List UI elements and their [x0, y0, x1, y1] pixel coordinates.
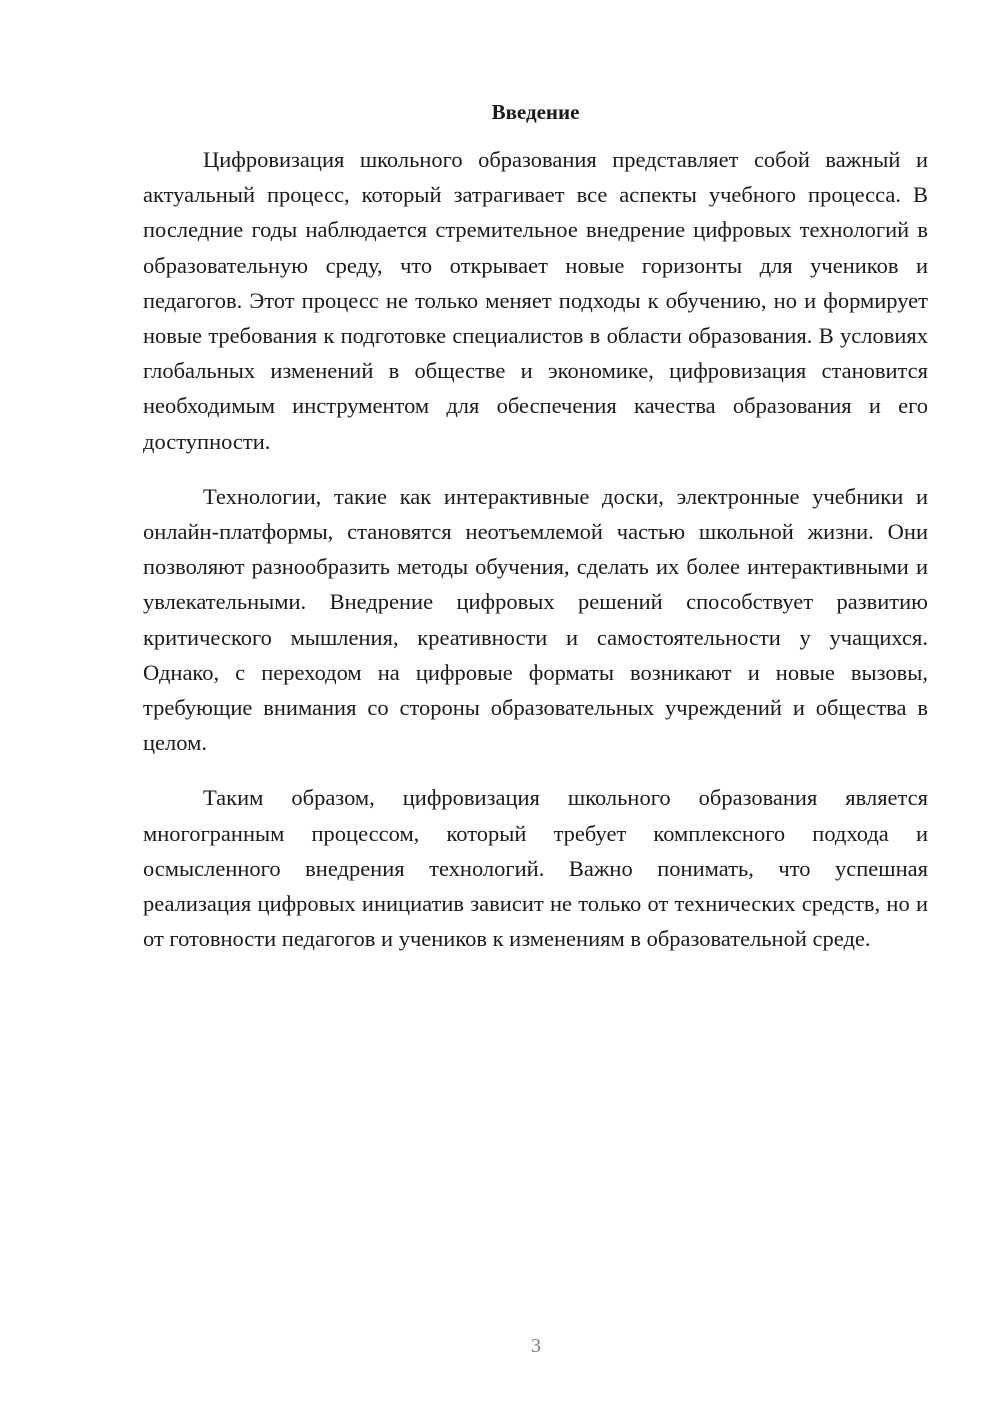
- page-number: 3: [531, 1335, 541, 1357]
- paragraph-2: Технологии, такие как интерактивные доски, электронные учебники и онлайн-платформы, становятся неотъемлемой частью школьной жизни. Они позволяют разнообразить методы обучения, сделать их более интерактивными и увлекательными. Внедрение цифровых решений способствует развитию критического мышления, креативности и самостоятельности у учащихся. Однако, с переходом на цифровые форматы возникают и новые вызовы, требующие внимания со стороны образовательных учреждений и общества в целом.: [143, 483, 928, 756]
- document-body: [143, 142, 928, 956]
- section-title: Введение: [491, 100, 580, 124]
- paragraph-3: Таким образом, цифровизация школьного образования является многогранным процессом, который требует комплексного подхода и осмысленного внедрения технологий. Важно понимать, что успешная реализация цифровых инициатив зависит не только от технических средств, но и от готовности педагогов и учеников к изменениям в образовательной среде.: [143, 785, 928, 952]
- paragraph-1: Цифровизация школьного образования представляет собой важный и актуальный процесс, который затрагивает все аспекты учебного процесса. В последние годы наблюдается стремительное внедрение цифровых технологий в образовательную среду, что открывает новые горизонты для учеников и педагогов. Этот процесс не только меняет подходы к обучению, но и формирует новые требования к подготовке специалистов в области образования. В условиях глобальных изменений в обществе и экономике, цифровизация становится необходимым инструментом для обеспечения качества образования и его доступности.: [143, 147, 928, 454]
